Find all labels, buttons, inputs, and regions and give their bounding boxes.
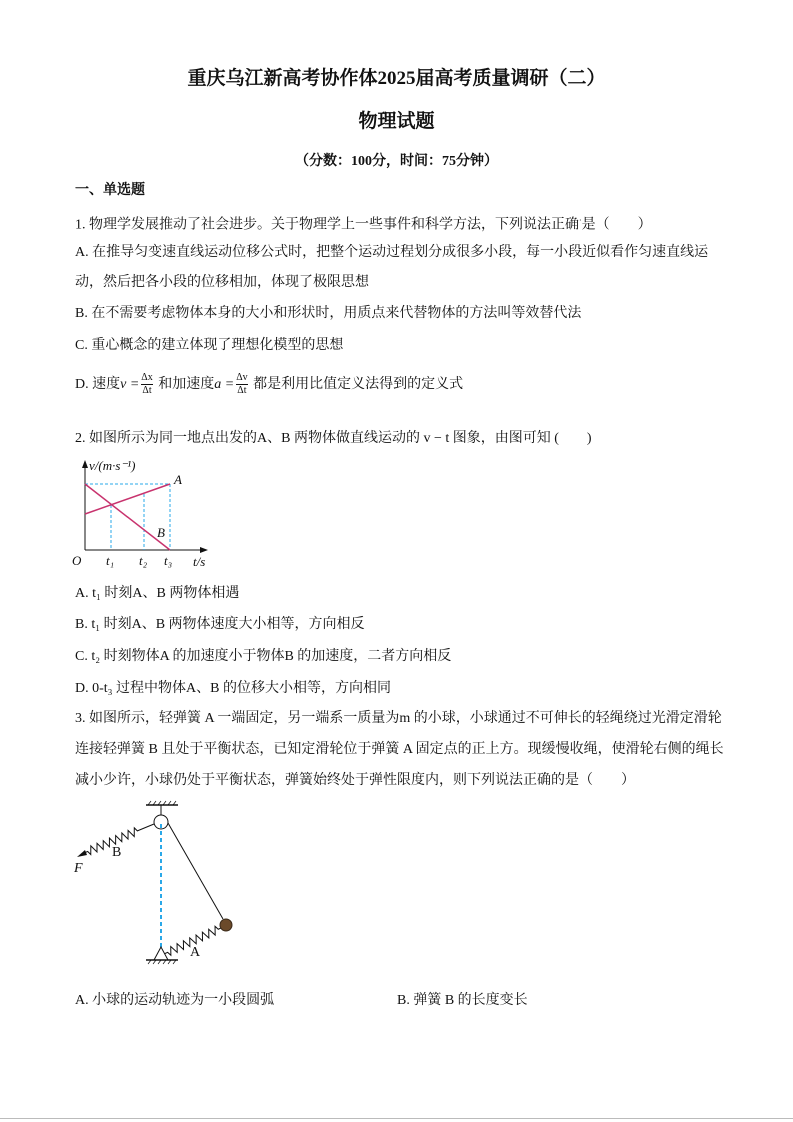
q1-stem-text: 1. 物理学发展推动了社会进步。关于物理学上一些事件和科学方法，下列说法正确 <box>75 217 579 233</box>
denominator: Δt <box>237 385 247 397</box>
q1-d-a: a = <box>214 377 235 392</box>
force-arrow-icon <box>77 850 87 857</box>
q2-option-c: C. t₂ 时刻物体A 的加速度小于物体B 的加速度，二者方向相反 <box>75 649 452 664</box>
q1-d-v: v = <box>120 377 140 392</box>
q1-stem: 1. 物理学发展推动了社会进步。关于物理学上一些事件和科学方法，下列说法正确·是（ ） <box>75 216 652 233</box>
q3-stem-line2: 连接轻弹簧 B 且处于平衡状态，已知定滑轮位于弹簧 A 固定点的正上方。现缓慢收绳，使滑轮右侧的绳长 <box>75 742 724 757</box>
q1-option-a: A. 在推导匀变速直线运动位移公式时，把整个运动过程划分成很多小段，每一小段近似看作匀速直线运 <box>75 245 709 260</box>
section-heading: 一、单选题 <box>75 183 145 198</box>
line-b <box>85 484 170 550</box>
exam-title: 重庆乌江新高考协作体2025届高考质量调研（二） <box>187 68 606 89</box>
spring-figure <box>73 801 232 964</box>
q3-option-b: B. 弹簧 B 的长度变长 <box>397 993 528 1008</box>
page-bottom-border <box>0 1118 793 1119</box>
q2-option-d: D. 0-t₃ 过程中物体A、B 的位移大小相等，方向相同 <box>75 681 391 696</box>
y-axis-arrow-icon <box>82 460 88 468</box>
label-spring-b: B <box>112 845 122 860</box>
q1-d-post: 都是利用比值定义法得到的定义式 <box>253 377 464 392</box>
q1-option-a-cont: 动，然后把各小段的位移相加，体现了极限思想 <box>75 275 369 290</box>
y-axis-label: v/(m·s⁻¹) <box>89 458 136 473</box>
ball <box>220 919 232 931</box>
x-axis-arrow-icon <box>200 547 208 553</box>
q1-d-pre: D. 速度 <box>75 377 121 392</box>
numerator: Δx <box>141 372 153 384</box>
tick-t2: t₂ <box>139 553 148 568</box>
q1-d-mid: 和加速度 <box>158 377 215 392</box>
origin-label: O <box>72 553 82 568</box>
q1-option-c: C. 重心概念的建立体现了理想化模型的思想 <box>75 338 344 353</box>
label-a: A <box>174 472 182 487</box>
vt-graph <box>72 458 208 569</box>
q1-option-b: B. 在不需要考虑物体本身的大小和形状时，用质点来代替物体的方法叫等效替代法 <box>75 306 582 321</box>
q2-option-a: A. t₁ 时刻A、B 两物体相遇 <box>75 586 240 601</box>
exam-info: （分数：100分，时间：75分钟） <box>295 154 498 169</box>
label-f: F <box>74 861 83 876</box>
q3-stem-line1: 3. 如图所示，轻弹簧 A 一端固定，另一端系一质量为m 的小球，小球通过不可伸长的轻绳绕过光滑定滑轮 <box>75 711 722 726</box>
q3-option-a: A. 小球的运动轨迹为一小段圆弧 <box>75 993 275 1008</box>
tick-t1: t₁ <box>106 553 115 568</box>
rope <box>168 823 223 919</box>
line-a <box>85 484 170 514</box>
label-spring-a: A <box>190 945 201 960</box>
denominator: Δt <box>142 385 152 397</box>
exam-subject: 物理试题 <box>358 111 435 132</box>
label-b: B <box>157 525 165 540</box>
q2-option-b: B. t₁ 时刻A、B 两物体速度大小相等，方向相反 <box>75 617 365 632</box>
q3-stem-line3: 减小少许，小球仍处于平衡状态，弹簧始终处于弹性限度内，则下列说法正确的是（ ） <box>75 773 635 788</box>
tick-t3: t₃ <box>164 553 173 568</box>
q1-stem-tail: 是（ ） <box>581 217 652 233</box>
q2-stem: 2. 如图所示为同一地点出发的A、B 两物体做直线运动的 v − t 图象，由图可知 ( ) <box>75 431 592 446</box>
x-axis-label: t/s <box>193 554 206 569</box>
numerator: Δv <box>236 372 248 384</box>
